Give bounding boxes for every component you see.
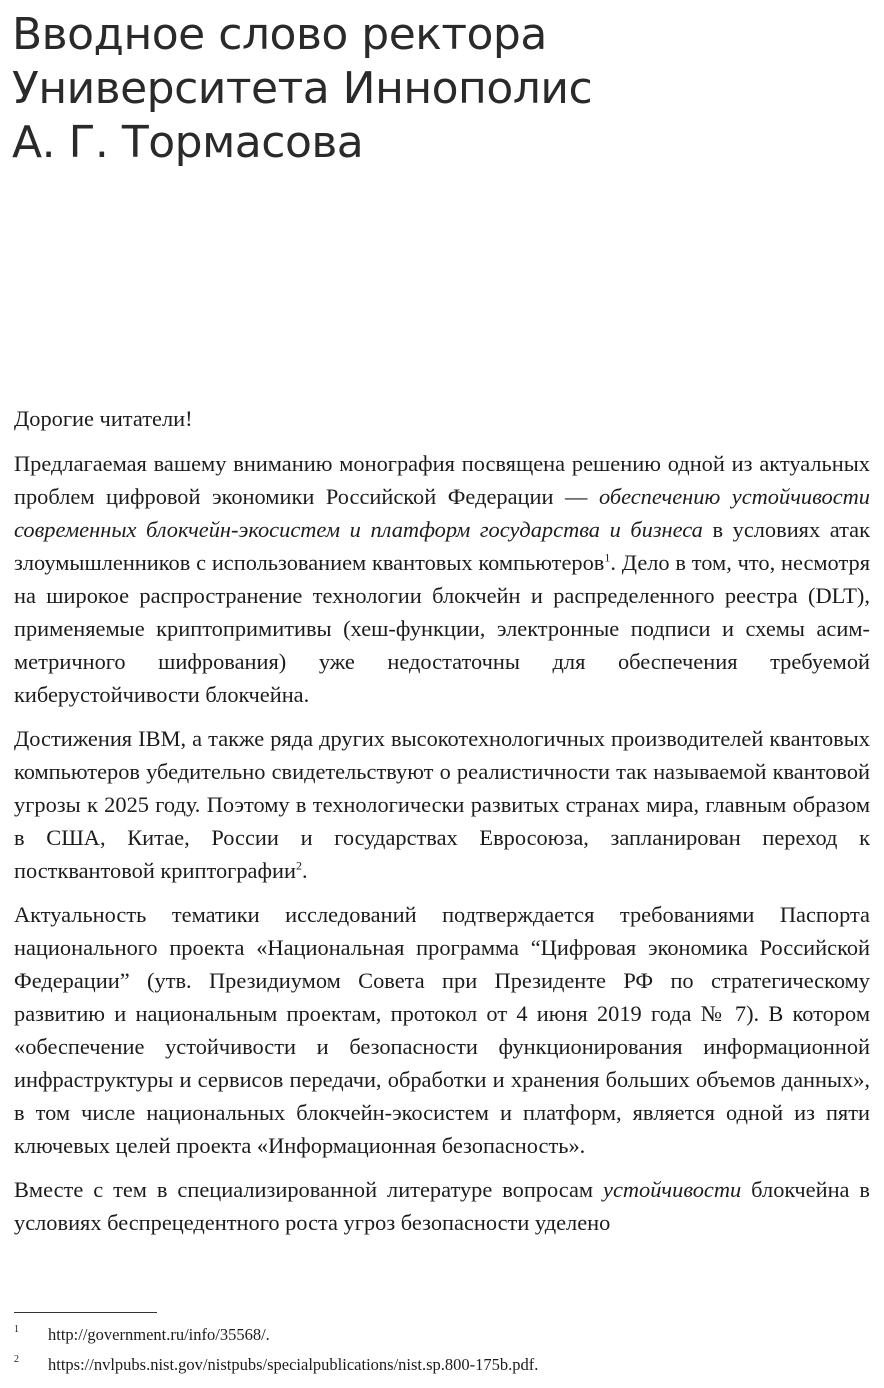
paragraph-2-text: Достижения IBM, а также ряда других высокотехнологичных производителей квантовых компьютеров убедительно свидетельствуют о реалистичности так называемой квантовой угрозы к 2025 году. Поэтому в технологически развитых странах мира, главным образом в США, Китае, России и государствах Евросоюза, запланирован переход к постквантовой криптографии: [14, 726, 870, 883]
footnote-link[interactable]: http://government.ru/info/35568/.: [48, 1325, 270, 1344]
title-line-2: Университета Иннополис: [12, 63, 593, 114]
paragraph-1-part-3: . Дело в том, что, несмотря на широкое распространение технологии блокчейн и распределенного реестра (DLT), применяемые криптопримитивы (хеш-функции, электронные подписи и схемы асимметричного шифрования) уже недостаточны для обеспечения требуемой киберустойчивости блокчейна.: [14, 550, 871, 707]
paragraph-4-emphasis: устойчивости: [603, 1177, 742, 1202]
footnote-ref-2[interactable]: 2: [295, 858, 302, 873]
paragraph-1-part-1: Предлагаемая вашему вниманию монография посвящена решению одной из актуальных проблем цифровой экономики Российской Федерации —: [14, 451, 870, 509]
body-text: [14, 402, 870, 1250]
paragraph-4-part-2: блокчейна в условиях беспрецедентного роста угроз безопасности уделено: [14, 1177, 870, 1235]
page-title: [12, 8, 592, 170]
paragraph-2: [14, 722, 870, 887]
footnote-ref-1[interactable]: 1: [604, 550, 611, 565]
footnotes: [14, 1320, 870, 1380]
paragraph-3: Актуальность тематики исследований подтверждается требованиями Паспорта национального проекта «Национальная программа “Цифровая экономика Российской Федерации” (утв. Президиумом Совета при Президенте РФ по стратегическому развитию и национальным проектам, протокол от 4 июня 2019 года № 7). В котором «обеспечение устойчивости и безопасности функционирования информационной инфраструктуры и сервисов передачи, обработки и хранения больших объемов данных», в том числе национальных блокчейн-экосистем и платформ, является одной из пяти ключевых целей проекта «Информационная безопасность».: [14, 902, 870, 1158]
footnote-2: [14, 1350, 870, 1380]
paragraph-4-part-1: Вместе с тем в специализированной литературе вопросам: [14, 1177, 603, 1202]
title-line-3: А. Г. Тормасова: [12, 117, 364, 168]
paragraph-1-emphasis: обеспечению устойчивости современных блокчейн-экосистем и платформ государства и бизнеса: [14, 484, 870, 542]
footnote-1: [14, 1320, 870, 1350]
footnote-link[interactable]: https://nvlpubs.nist.gov/nistpubs/specialpublications/nist.sp.800-175b.pdf.: [48, 1355, 539, 1374]
greeting: Дорогие читатели!: [14, 406, 193, 431]
footnote-number: 2: [14, 1354, 19, 1365]
footnote-divider: [14, 1312, 157, 1313]
paragraph-1-part-2: в условиях атак злоумышленников с использованием квантовых компьютеров: [14, 517, 870, 575]
paragraph-4: [14, 1173, 870, 1239]
paragraph-2-end: .: [301, 858, 308, 883]
title-line-1: Вводное слово ректора: [12, 9, 547, 60]
footnote-number: 1: [14, 1324, 19, 1335]
paragraph-1: [14, 447, 870, 711]
